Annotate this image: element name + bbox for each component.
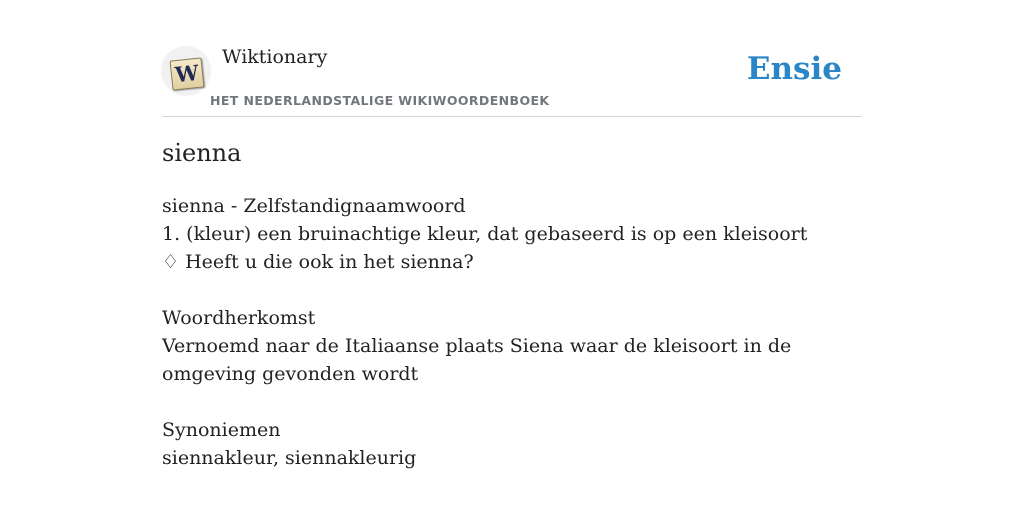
etymology-heading: Woordherkomst	[162, 307, 316, 329]
definition-line: 1. (kleur) een bruinachtige kleur, dat gebaseerd is op een kleisoort	[162, 223, 808, 245]
wiktionary-logo-icon[interactable]	[162, 47, 210, 95]
part-of-speech-line: sienna - Zelfstandignaamwoord	[162, 195, 466, 217]
logo-tile: W	[170, 57, 205, 90]
site-name[interactable]: Wiktionary	[222, 46, 328, 68]
spacer	[162, 388, 852, 416]
synonyms-heading: Synoniemen	[162, 419, 281, 441]
spacer	[162, 276, 852, 304]
entry-content	[162, 192, 852, 472]
site-header	[162, 44, 862, 117]
synonyms-text: siennakleur, siennakleurig	[162, 447, 417, 469]
ensie-brand-link[interactable]: Ensie	[746, 51, 842, 87]
page-title: sienna	[162, 139, 242, 167]
etymology-text: Vernoemd naar de Italiaanse plaats Siena waar de kleisoort in de omgeving gevonden wordt	[162, 335, 792, 385]
example-line: ♢ Heeft u die ook in het sienna?	[162, 251, 474, 273]
site-tagline: HET NEDERLANDSTALIGE WIKIWOORDENBOEK	[210, 93, 550, 108]
